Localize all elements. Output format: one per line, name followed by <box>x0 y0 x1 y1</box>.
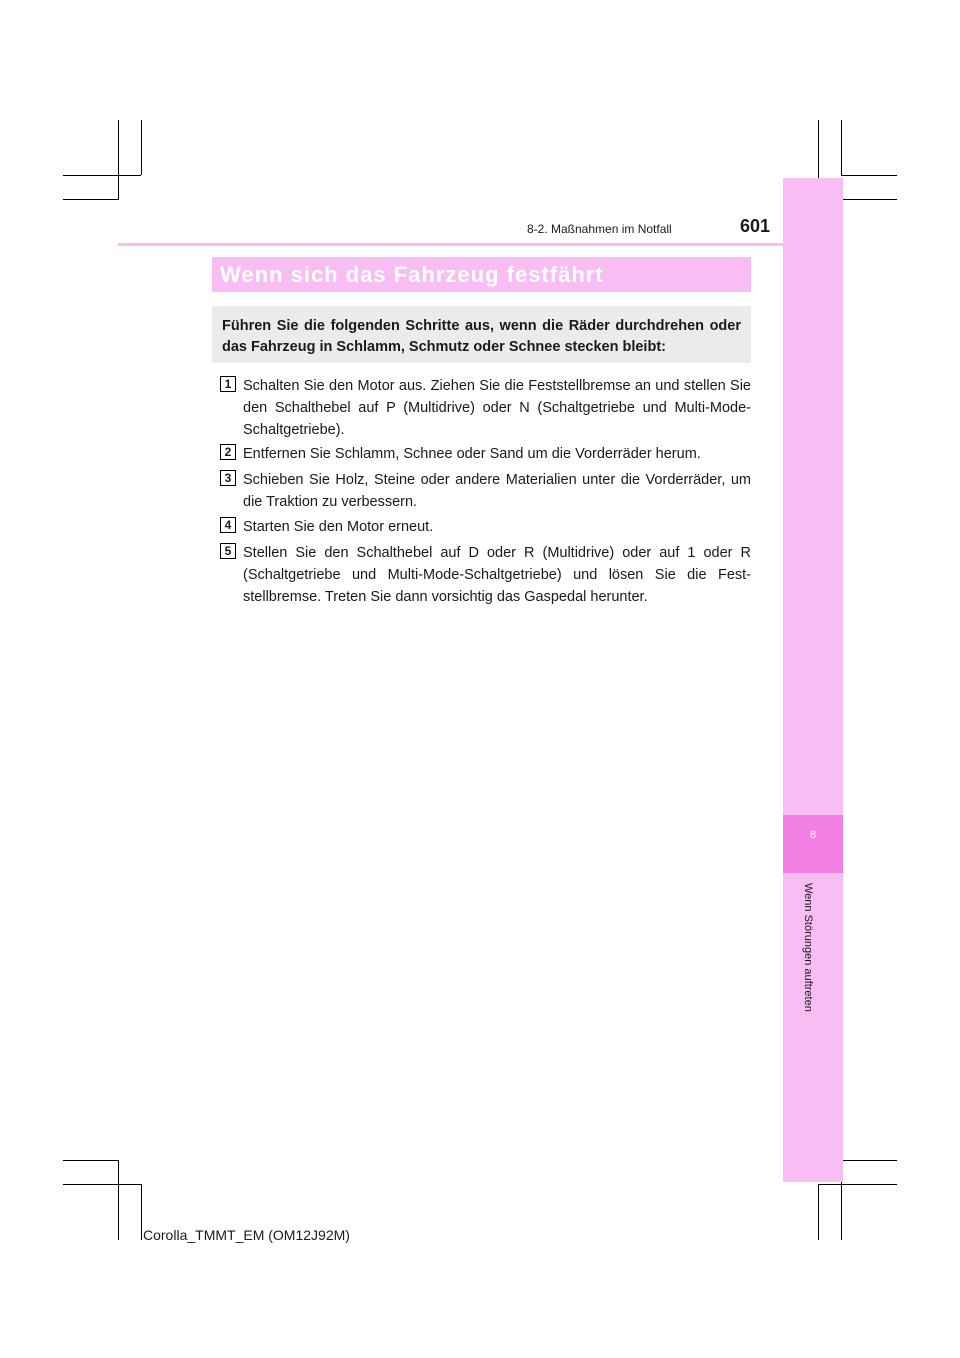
crop-mark <box>841 1160 897 1161</box>
intro-text: Führen Sie die folgenden Schritte aus, wenn die Räder durchdrehen oder das Fahrzeug in Schlamm, Schmutz oder Schnee stecken bleibt: <box>222 318 741 355</box>
crop-mark <box>63 199 118 200</box>
crop-mark <box>118 120 119 200</box>
header-divider <box>118 243 843 246</box>
step-text: Stellen Sie den Schalthebel auf D oder R (Multidrive) oder auf 1 oder R (Schaltgetriebe und Multi-Mode-Schaltgetriebe) und lösen Sie die Fest-stellbremse. Treten Sie dann vorsichtig das Gaspedal herunter. <box>243 545 751 605</box>
section-label: 8-2. Maßnahmen im Notfall <box>527 222 672 236</box>
crop-mark <box>818 1184 897 1185</box>
chapter-number: 8 <box>809 829 817 841</box>
step-text: Entfernen Sie Schlamm, Schnee oder Sand um die Vorderräder herum. <box>243 446 701 462</box>
section-title: Wenn sich das Fahrzeug festfährt <box>220 262 604 287</box>
crop-mark <box>63 175 141 176</box>
crop-mark <box>118 1160 119 1240</box>
crop-mark <box>818 1184 819 1240</box>
step-text: Schalten Sie den Motor aus. Ziehen Sie die Feststellbremse an und stellen Sie den Schalthebel auf P (Multidrive) oder N (Schaltgetriebe und Multi-Mode-Schaltgetriebe). <box>243 378 751 438</box>
chapter-title: Wenn Störungen auftreten <box>802 883 814 1012</box>
step-number-badge: 2 <box>220 444 236 460</box>
crop-mark <box>841 175 897 176</box>
footer-document-id: Corolla_TMMT_EM (OM12J92M) <box>143 1227 350 1243</box>
step-text: Schieben Sie Holz, Steine oder andere Materialien unter die Vorderräder, um die Traktion zu verbessern. <box>243 472 751 510</box>
step-text: Starten Sie den Motor erneut. <box>243 519 434 535</box>
step-number-badge: 3 <box>220 470 236 486</box>
step-number-badge: 5 <box>220 543 236 559</box>
page-number: 601 <box>740 216 771 236</box>
step-number-badge: 1 <box>220 376 236 392</box>
crop-mark <box>63 1184 141 1185</box>
crop-mark <box>841 120 842 175</box>
crop-mark <box>141 1184 142 1240</box>
crop-mark <box>141 120 142 175</box>
chapter-active-marker <box>783 815 843 873</box>
chapter-side-tab <box>783 178 843 1182</box>
step-number-badge: 4 <box>220 517 236 533</box>
crop-mark <box>63 1160 118 1161</box>
